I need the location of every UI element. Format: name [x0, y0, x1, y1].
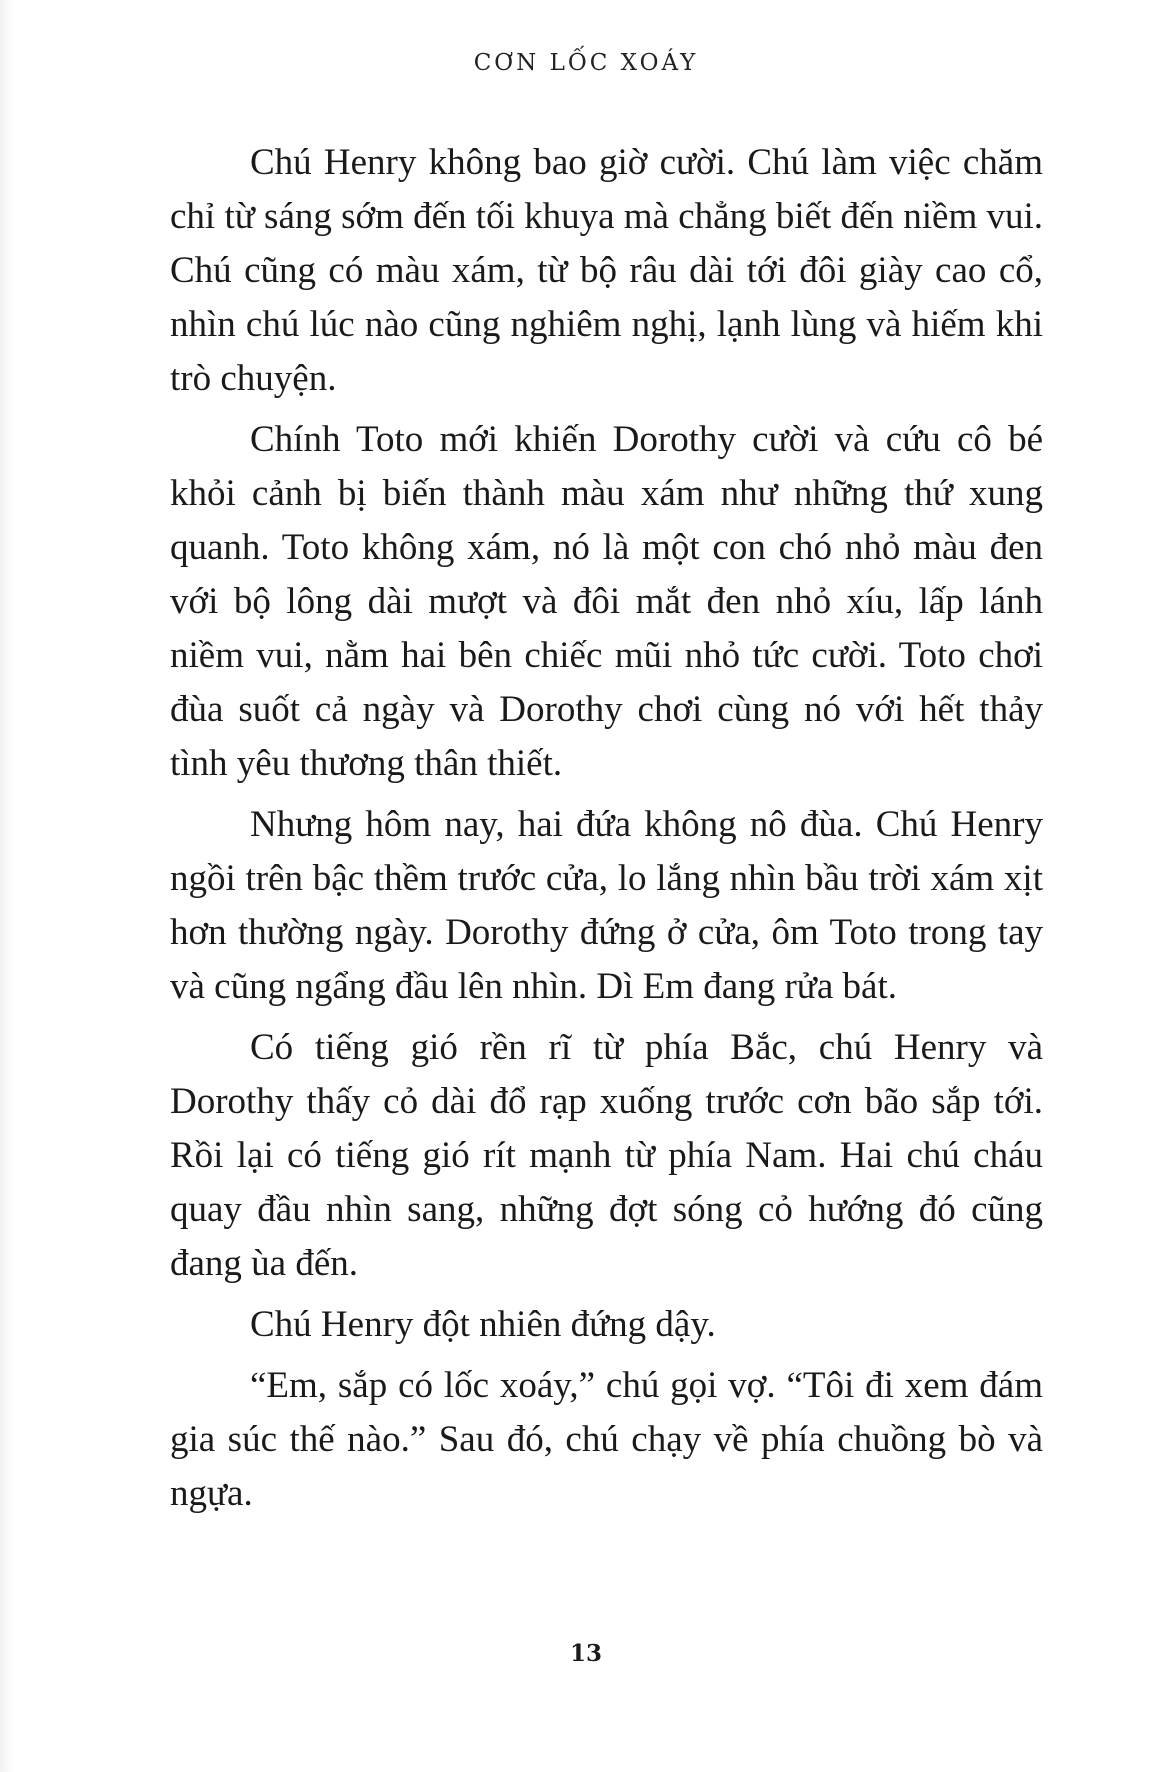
paragraph: Chính Toto mới khiến Dorothy cười và cứu cô bé khỏi cảnh bị biến thành màu xám như những thứ xung quanh. Toto không xám, nó là một con chó nhỏ màu đen với bộ lông dài mượt và đôi mắt đen nhỏ xíu, lấp lánh niềm vui, nằm hai bên chiếc mũi nhỏ tức cười. Toto chơi đùa suốt cả ngày và Dorothy chơi cùng nó với hết thảy tình yêu thương thân thiết. [170, 419, 1043, 784]
page-edge-shadow [0, 0, 14, 1772]
running-head: CƠN LỐC XOÁY [473, 50, 699, 76]
paragraph: Chú Henry đột nhiên đứng dậy. [250, 1304, 716, 1345]
page-number: 13 [569, 1640, 602, 1667]
paragraph: Chú Henry không bao giờ cười. Chú làm việc chăm chỉ từ sáng sớm đến tối khuya mà chẳng biết đến niềm vui. Chú cũng có màu xám, từ bộ râu dài tới đôi giày cao cổ, nhìn chú lúc nào cũng nghiêm nghị, lạnh lùng và hiếm khi trò chuyện. [170, 142, 1043, 399]
paragraph: Có tiếng gió rền rĩ từ phía Bắc, chú Henry và Dorothy thấy cỏ dài đổ rạp xuống trước cơn bão sắp tới. Rồi lại có tiếng gió rít mạnh từ phía Nam. Hai chú cháu quay đầu nhìn sang, những đợt sóng cỏ hướng đó cũng đang ùa đến. [170, 1027, 1043, 1284]
body-text [170, 136, 1043, 1528]
paragraph: Nhưng hôm nay, hai đứa không nô đùa. Chú Henry ngồi trên bậc thềm trước cửa, lo lắng nhìn bầu trời xám xịt hơn thường ngày. Dorothy đứng ở cửa, ôm Toto trong tay và cũng ngẩng đầu lên nhìn. Dì Em đang rửa bát. [170, 804, 1043, 1007]
paragraph: “Em, sắp có lốc xoáy,” chú gọi vợ. “Tôi đi xem đám gia súc thế nào.” Sau đó, chú chạy về phía chuồng bò và ngựa. [170, 1365, 1043, 1514]
